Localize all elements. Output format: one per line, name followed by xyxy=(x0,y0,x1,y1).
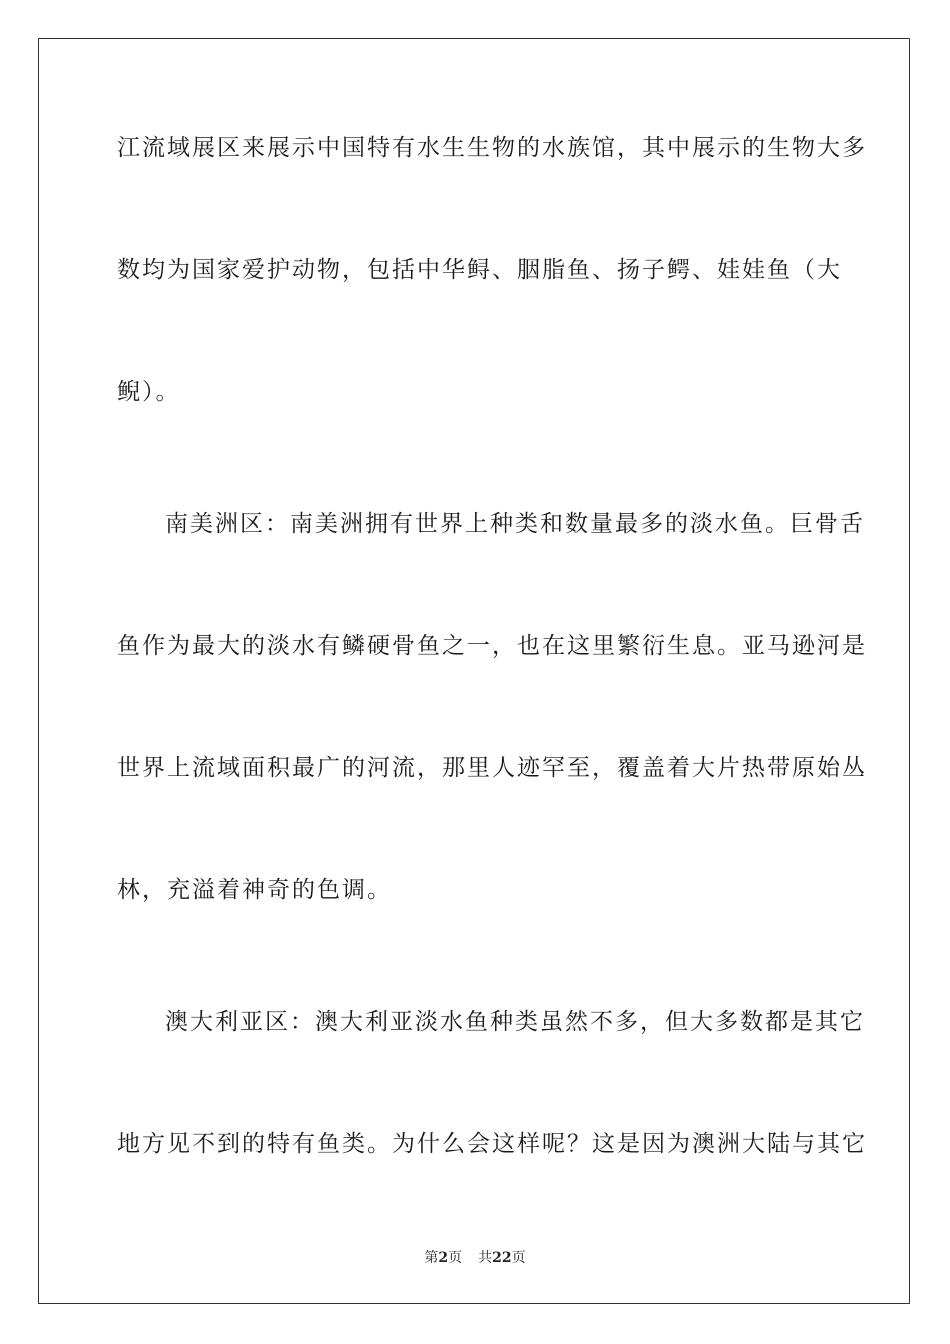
text-line-2: 数均为国家爱护动物，包括中华鲟、胭脂鱼、扬子鳄、娃娃鱼（大 xyxy=(117,257,842,283)
page-suffix: 页 xyxy=(448,1250,463,1266)
text-line-9: 地方见不到的特有鱼类。为什么会这样呢？这是因为澳洲大陆与其它 xyxy=(117,1131,867,1157)
text-line-4: 南美洲区：南美洲拥有世界上种类和数量最多的淡水鱼。巨骨舌 xyxy=(165,511,865,537)
current-page-number: 2 xyxy=(438,1250,449,1266)
text-line-7: 林，充溢着神奇的色调。 xyxy=(117,877,392,903)
total-pages-number: 22 xyxy=(492,1250,512,1266)
text-line-5: 鱼作为最大的淡水有鳞硬骨鱼之一，也在这里繁衍生息。亚马逊河是 xyxy=(117,633,867,659)
text-line-6: 世界上流域面积最广的河流，那里人迹罕至，覆盖着大片热带原始丛 xyxy=(117,755,867,781)
page-border xyxy=(38,38,910,1304)
text-line-1: 江流域展区来展示中国特有水生生物的水族馆，其中展示的生物大多 xyxy=(117,135,867,161)
total-suffix: 页 xyxy=(511,1250,526,1266)
page-prefix: 第 xyxy=(424,1250,439,1266)
page-footer xyxy=(0,1248,950,1268)
text-line-8: 澳大利亚区：澳大利亚淡水鱼种类虽然不多，但大多数都是其它 xyxy=(165,1009,865,1035)
total-prefix: 共 xyxy=(478,1250,493,1266)
text-line-3: 鲵）。 xyxy=(117,379,181,405)
